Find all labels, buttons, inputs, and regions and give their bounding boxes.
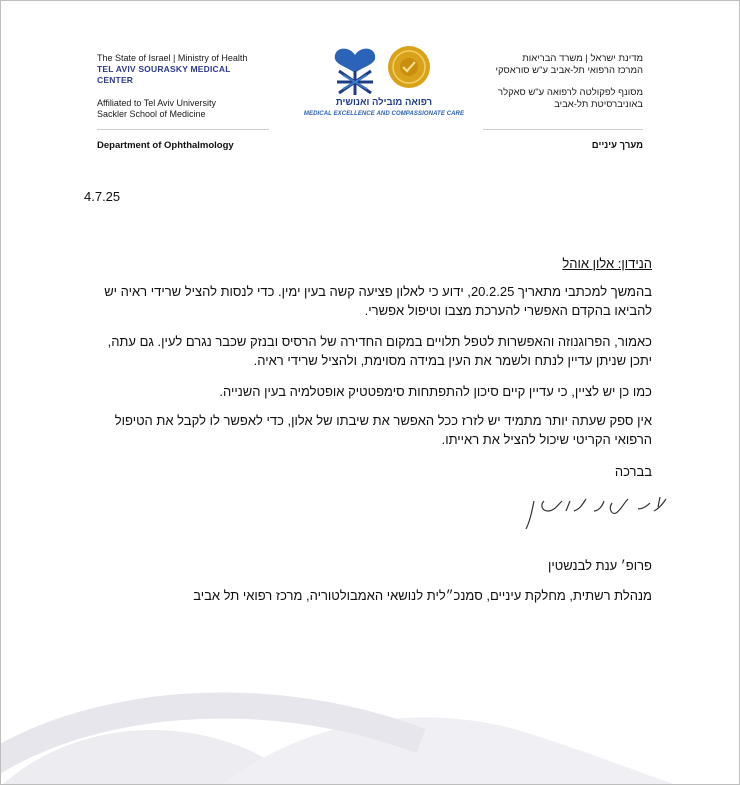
paragraph-3: [52, 382, 652, 401]
letterhead-english: [97, 53, 267, 120]
hospital-logo: [299, 41, 469, 123]
paragraph-2-line-2: יתכן שניתן עדיין לנתח ולשמר את העין במידה מסוימת, ולהציל שרידי ראיה.: [253, 353, 652, 368]
header-divider-right: [483, 129, 643, 130]
logo-tagline-english: MEDICAL EXCELLENCE AND COMPASSIONATE CARE: [303, 111, 465, 117]
hospital-name-en: TEL AVIV SOURASKY MEDICAL CENTER: [97, 64, 231, 85]
affiliation-line2-he: באוניברסיטת תל-אביב: [554, 99, 643, 110]
paragraph-3-line-1: כמו כן יש לציין, כי עדיין קיים סיכון להתפתחות סימפטטיק אופטלמיה בעין השנייה.: [219, 384, 652, 399]
department-name-he: מערך עיניים: [591, 140, 643, 151]
ministry-line-he: מדינת ישראל | משרד הבריאות: [522, 53, 643, 64]
paragraph-1-line-2: להביאו בהקדם האפשרי להערכת מצבו וטיפול אפשרי.: [364, 303, 652, 318]
letter-subject: הנידון: אלון אוהל: [562, 256, 652, 271]
accreditation-seal-icon: [388, 46, 430, 88]
paragraph-1-line-1: בהמשך למכתבי מתאריך 20.2.25, ידוע כי לאלון פציעה קשה בעין ימין. כדי לנסות להציל שרידי ראיה יש: [104, 284, 652, 299]
handwritten-signature: [516, 489, 676, 534]
paragraph-2: [52, 332, 652, 370]
ministry-line-en: The State of Israel | Ministry of Health: [97, 53, 248, 63]
logo-graphic: [299, 41, 469, 97]
paragraph-4-line-1: אין ספק שעתה יותר מתמיד יש לזרז ככל האפשר את שיבתו של אלון, כדי לאפשר לו לקבל את הטיפול: [114, 413, 652, 428]
paragraph-4-line-2: הרפואי הקריטי שיכול להציל את ראייתו.: [441, 432, 652, 447]
affiliation-line2-en: Sackler School of Medicine: [97, 109, 206, 119]
affiliation-line1-he: מסונף לפקולטה לרפואה ע"ש סאקלר: [498, 87, 643, 98]
footer-wave-decoration: [1, 641, 740, 785]
letterhead-hebrew: [473, 53, 643, 111]
paragraph-2-line-1: כאמור, הפרוגנוזה והאפשרות לטפל תלויים במקום החדירה של הרסיס ובנזק שכבר נגרם לעין. גם עתה,: [107, 334, 652, 349]
header-divider-left: [97, 129, 269, 130]
closing-greeting: בברכה: [614, 464, 652, 479]
department-name-en: Department of Ophthalmology: [97, 140, 234, 151]
paragraph-4: [52, 411, 652, 449]
paragraph-1: [52, 282, 652, 320]
affiliation-line1-en: Affiliated to Tel Aviv University: [97, 98, 217, 108]
letter-date: 4.7.25: [84, 189, 121, 204]
signer-role: מנהלת רשתית, מחלקת עיניים, סמנכ״לית לנושאי האמבולטוריה, מרכז רפואי תל אביב: [193, 588, 652, 603]
hospital-name-he: המרכז הרפואי תל-אביב ע"ש סוראסקי: [495, 65, 643, 76]
heart-emblem-icon: [335, 49, 375, 95]
signer-name: פרופ׳ ענת לבנשטין: [548, 558, 652, 573]
logo-tagline-hebrew: רפואה מובילה ואנושית: [335, 97, 433, 108]
